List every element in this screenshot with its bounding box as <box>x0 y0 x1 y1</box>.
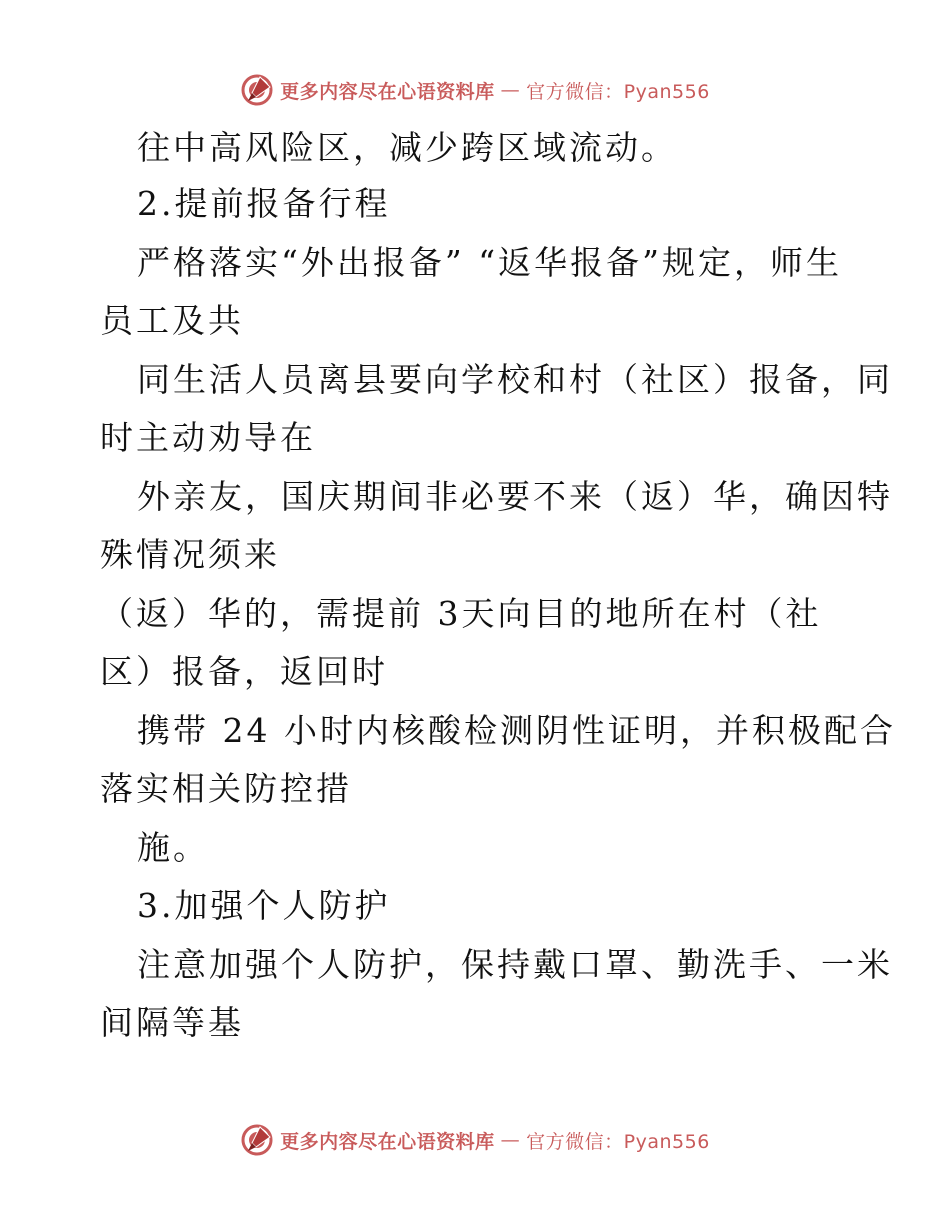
footer-banner <box>0 1120 950 1160</box>
banner-dash: — <box>500 1129 521 1151</box>
text-line: 外亲友，国庆期间非必要不来（返）华，确因特 <box>137 477 893 516</box>
text-line: 往中高风险区，减少跨区域流动。 <box>137 128 677 167</box>
pen-logo-icon <box>240 73 274 107</box>
text-line: 携带 24 小时内核酸检测阴性证明，并积极配合 <box>137 711 896 750</box>
banner-wechat-text: 官方微信：Pyan556 <box>526 1130 710 1153</box>
text-line: 间隔等基 <box>100 1003 244 1042</box>
text-line: 严格落实“外出报备” “返华报备”规定，师生 <box>137 243 842 282</box>
text-line: 落实相关防控措 <box>100 769 352 808</box>
pen-logo-icon <box>240 1123 274 1157</box>
text-line: 区）报备，返回时 <box>100 652 388 691</box>
text-line: 同生活人员离县要向学校和村（社区）报备，同 <box>137 360 893 399</box>
text-line: 注意加强个人防护，保持戴口罩、勤洗手、一米 <box>137 945 893 984</box>
banner-wechat-text: 官方微信：Pyan556 <box>526 80 710 103</box>
section-heading: 2.提前报备行程 <box>137 184 391 223</box>
banner-main-text: 更多内容尽在心语资料库 <box>280 80 495 103</box>
text-line: （返）华的，需提前 3天向目的地所在村（社 <box>100 594 822 633</box>
text-line: 施。 <box>137 828 209 867</box>
text-line: 时主动劝导在 <box>100 418 316 457</box>
text-line: 员工及共 <box>100 301 244 340</box>
banner-dash: — <box>500 79 521 101</box>
banner-main-text: 更多内容尽在心语资料库 <box>280 1130 495 1153</box>
section-heading: 3.加强个人防护 <box>137 886 391 925</box>
header-banner <box>0 70 950 110</box>
text-line: 殊情况须来 <box>100 535 280 574</box>
